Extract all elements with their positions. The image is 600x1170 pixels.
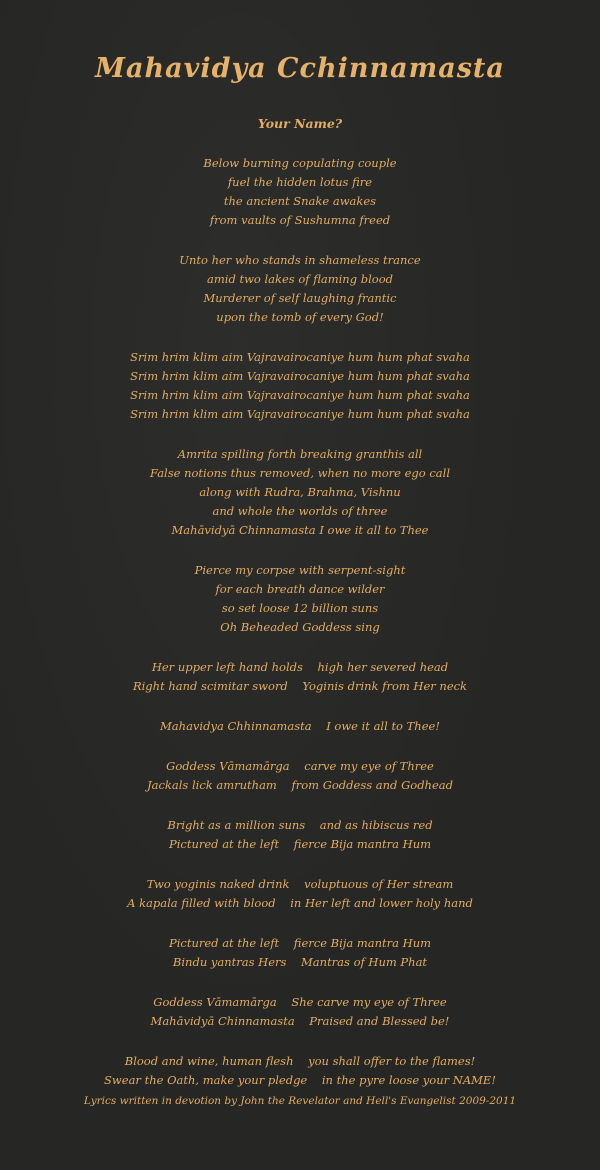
stanza-5 <box>20 561 580 637</box>
page-title: Mahavidya Cchinnamasta <box>95 53 505 84</box>
lyric-line: Murderer of self laughing frantic <box>203 291 397 305</box>
lyric-line: Srim hrim klim aim Vajravairocaniye hum hum phat svaha <box>130 369 470 383</box>
stanza-9 <box>20 816 580 854</box>
stanza-6 <box>20 658 580 696</box>
stanza-12 <box>20 993 580 1031</box>
credits-line: Lyrics written in devotion by John the Revelator and Hell's Evangelist 2009-2011 <box>83 1095 517 1107</box>
stanza-7 <box>20 717 580 736</box>
lyric-line: upon the tomb of every God! <box>216 310 384 324</box>
lyric-line: and whole the worlds of three <box>212 504 388 518</box>
stanza-2 <box>20 251 580 327</box>
lyric-line: so set loose 12 billion suns <box>221 601 379 615</box>
lyric-line: Mahāvidyā Chinnamasta Praised and Blessed be! <box>150 1014 450 1028</box>
stanza-11 <box>20 934 580 972</box>
lyric-line: Oh Beheaded Goddess sing <box>220 620 380 634</box>
lyric-line: Swear the Oath, make your pledge in the pyre loose your NAME! <box>104 1073 496 1087</box>
stanza-4 <box>20 445 580 540</box>
lyric-line: Blood and wine, human flesh you shall offer to the flames! <box>124 1054 476 1068</box>
lyric-line: Goddess Vāmamārga She carve my eye of Three <box>153 995 447 1009</box>
lyric-line: Goddess Vāmamārga carve my eye of Three <box>166 759 434 773</box>
lyric-line: Srim hrim klim aim Vajravairocaniye hum hum phat svaha <box>130 388 470 402</box>
lyric-line: False notions thus removed, when no more ego call <box>150 466 450 480</box>
stanza-3 <box>20 348 580 424</box>
lyric-line: Her upper left hand holds high her severed head <box>151 660 449 674</box>
lyric-line: Srim hrim klim aim Vajravairocaniye hum hum phat svaha <box>130 350 470 364</box>
stanza-8 <box>20 757 580 795</box>
lyric-line: Unto her who stands in shameless trance <box>179 253 421 267</box>
lyric-line: Mahavidya Chhinnamasta I owe it all to Thee! <box>160 719 440 733</box>
lyric-line: along with Rudra, Brahma, Vishnu <box>199 485 401 499</box>
lyric-line: Pictured at the left fierce Bija mantra Hum <box>168 936 432 950</box>
stanza-10 <box>20 875 580 913</box>
stanza-13 <box>20 1052 580 1090</box>
lyric-line: Two yoginis naked drink voluptuous of Her stream <box>146 877 454 891</box>
lyric-line: Srim hrim klim aim Vajravairocaniye hum hum phat svaha <box>130 407 470 421</box>
lyric-line: A kapala filled with blood in Her left and lower holy hand <box>127 896 473 910</box>
lyric-line: Bindu yantras Hers Mantras of Hum Phat <box>172 955 428 969</box>
subtitle: Your Name? <box>257 116 343 131</box>
lyric-line: Pierce my corpse with serpent-sight <box>194 563 406 577</box>
stanza-1 <box>20 154 580 230</box>
lyric-line: Jackals lick amrutham from Goddess and Godhead <box>147 778 453 792</box>
lyric-line: amid two lakes of flaming blood <box>207 272 393 286</box>
lyric-line: Bright as a million suns and as hibiscus red <box>167 818 433 832</box>
lyric-line: Below burning copulating couple <box>203 156 397 170</box>
lyric-line: the ancient Snake awakes <box>223 194 377 208</box>
lyric-line: Right hand scimitar sword Yoginis drink from Her neck <box>132 679 468 693</box>
lyric-line: from vaults of Sushumna freed <box>209 213 391 227</box>
lyric-line: fuel the hidden lotus fire <box>227 175 373 189</box>
lyric-line: Amrita spilling forth breaking granthis all <box>177 447 423 461</box>
lyric-line: Mahāvidyā Chinnamasta I owe it all to Thee <box>171 523 429 537</box>
lyric-line: for each breath dance wilder <box>215 582 385 596</box>
lyric-line: Pictured at the left fierce Bija mantra Hum <box>168 837 432 851</box>
